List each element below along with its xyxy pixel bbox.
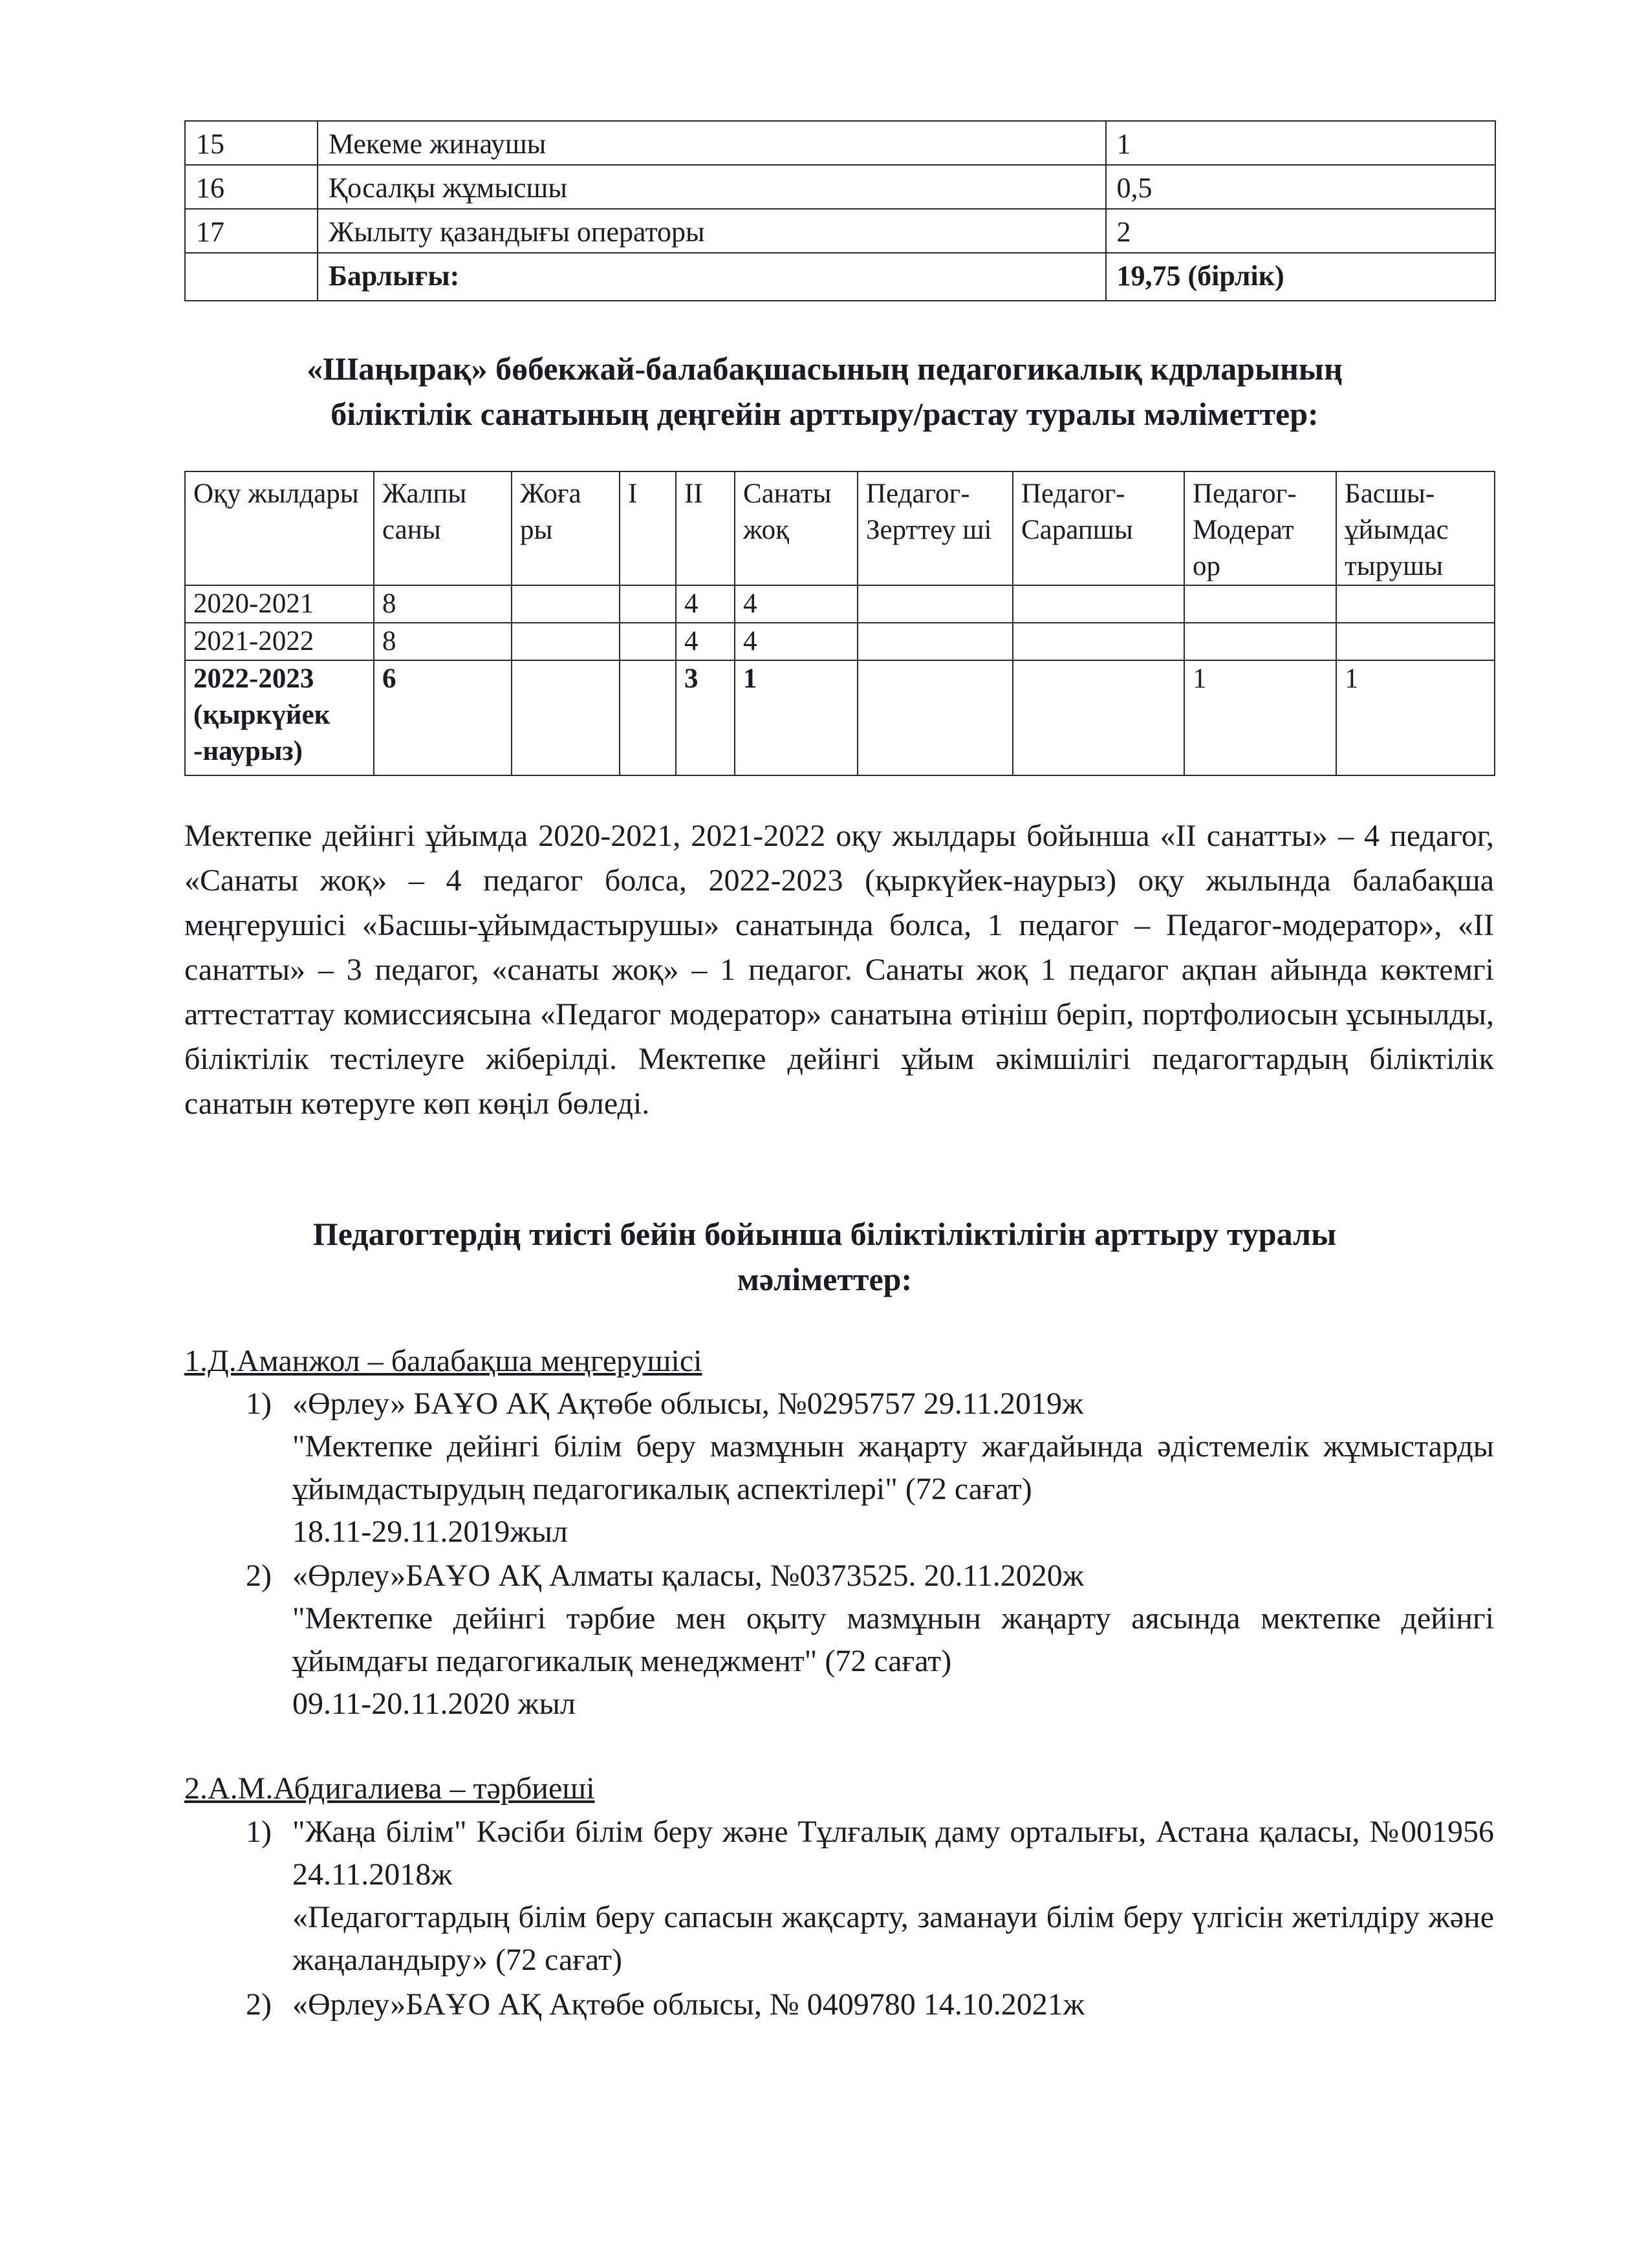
column-header: Жоға ры <box>512 471 620 585</box>
first-cell <box>620 585 676 623</box>
expert-cell <box>1013 585 1184 623</box>
person-name: 2.А.М.Абдигалиева – тәрбиеші <box>184 1771 595 1806</box>
staff-table <box>184 120 1496 301</box>
row-number: 17 <box>185 209 318 253</box>
position-name: Жылыту қазандығы операторы <box>318 209 1106 253</box>
expert-cell <box>1013 660 1184 775</box>
year-cell: 2020-2021 <box>185 585 374 623</box>
category-table <box>184 471 1495 776</box>
category-heading <box>181 346 1468 437</box>
first-cell <box>620 623 676 660</box>
first-cell <box>620 660 676 775</box>
total-cell: 8 <box>374 623 512 660</box>
expert-cell <box>1013 623 1184 660</box>
column-header: Педагог-Сарапшы <box>1013 471 1184 585</box>
item-line: «Өрлеу»БАҰО АҚ Ақтөбе облысы, № 0409780 14.10.2021ж <box>292 1987 1085 2022</box>
total-value: 19,75 (бірлік) <box>1106 253 1495 301</box>
training-item <box>246 1383 1494 1553</box>
column-header: Педагог-Модерат ор <box>1184 471 1336 585</box>
table-header-row <box>185 471 1495 585</box>
head-cell <box>1336 585 1495 623</box>
item-line: "Жаңа білім" Кәсіби білім беру және Тұлғалық даму орталығы, Астана қаласы, №001956 24.11.2018ж <box>292 1815 1494 1892</box>
heading-line: мәліметтер: <box>737 1261 913 1297</box>
table-row <box>185 660 1495 775</box>
column-header: Педагог-Зерттеу ші <box>858 471 1013 585</box>
researcher-cell <box>858 623 1013 660</box>
total-label: Барлығы: <box>318 253 1106 301</box>
second-cell: 4 <box>676 585 735 623</box>
table-row <box>185 121 1495 165</box>
total-cell: 8 <box>374 585 512 623</box>
researcher-cell <box>858 660 1013 775</box>
researcher-cell <box>858 585 1013 623</box>
item-line: «Өрлеу» БАҰО АҚ Ақтөбе облысы, №0295757 29.11.2019ж <box>292 1387 1084 1421</box>
item-number: 1) <box>246 1387 272 1421</box>
item-number: 2) <box>246 1987 272 2022</box>
category-summary-paragraph: Мектепке дейінгі ұйымда 2020-2021, 2021-2022 оқу жылдары бойынша «II санатты» – 4 педагог, «Санаты жоқ» – 4 педагог болса, 2022-2023 (қыркүйек-наурыз) оқу жылында балабақша меңгерушісі «Басшы-ұйымдастырушы» санатында болса, 1 педагог – Педагог-модератор», «II санатты» – 3 педагог, «санаты жоқ» – 1 педагог. Санаты жоқ 1 педагог ақпан айында көктемгі аттестаттау комиссиясына «Педагог модератор» санатына өтініш беріп, портфолиосын ұсынылды, біліктілік тестілеуге жіберілді. Мектепке дейінгі ұйым әкімшілігі педагогтардың біліктілік санатын көтеруге көп көңіл бөледі. <box>184 819 1494 1121</box>
higher-cell <box>512 623 620 660</box>
none-cell: 4 <box>735 585 858 623</box>
column-header: Санаты жоқ <box>735 471 858 585</box>
table-row <box>185 623 1495 660</box>
none-cell: 4 <box>735 623 858 660</box>
item-line: 09.11-20.11.2020 жыл <box>292 1687 576 1721</box>
table-row <box>185 585 1495 623</box>
head-cell: 1 <box>1336 660 1495 775</box>
head-cell <box>1336 623 1495 660</box>
item-line: 18.11-29.11.2019жыл <box>292 1515 568 1549</box>
person-name: 1.Д.Аманжол – балабақша меңгерушісі <box>184 1344 702 1378</box>
moderator-cell <box>1184 585 1336 623</box>
item-line: «Өрлеу»БАҰО АҚ Алматы қаласы, №0373525. 20.11.2020ж <box>292 1559 1084 1593</box>
year-cell: 2022-2023 (қыркүйек -наурыз) <box>185 660 374 775</box>
higher-cell <box>512 585 620 623</box>
item-line: "Мектепке дейінгі білім беру мазмұнын жаңарту жағдайында әдістемелік жұмыстарды ұйымдастырудың педагогикалық аспектілері" (72 сағат) <box>292 1429 1494 1506</box>
training-item <box>246 1983 1494 2026</box>
total-cell: 6 <box>374 660 512 775</box>
position-name: Мекеме жинаушы <box>318 121 1106 165</box>
item-line: «Педагогтардың білім беру сапасын жақсарту, заманауи білім беру үлгісін жетілдіру және жаңаландыру» (72 сағат) <box>292 1900 1494 1977</box>
column-header: II <box>676 471 735 585</box>
moderator-cell: 1 <box>1184 660 1336 775</box>
table-row <box>185 209 1495 253</box>
column-header: Жалпы саны <box>374 471 512 585</box>
column-header: Басшы-ұйымдас тырушы <box>1336 471 1495 585</box>
item-line: "Мектепке дейінгі тәрбие мен оқыту мазмұнын жаңарту аясында мектепке дейінгі ұйымдағы педагогикалық менеджмент" (72 сағат) <box>292 1601 1494 1678</box>
item-number: 1) <box>246 1815 272 1849</box>
heading-line: «Шаңырақ» бөбекжай-балабақшасының педагогикалық кдрларының <box>307 351 1343 387</box>
row-number: 15 <box>185 121 318 165</box>
row-number: 16 <box>185 165 318 209</box>
table-row <box>185 165 1495 209</box>
heading-line: біліктілік санатының деңгейін арттыру/растау туралы мәліметтер: <box>330 396 1319 432</box>
position-name: Қосалқы жұмысшы <box>318 165 1106 209</box>
training-item <box>246 1555 1494 1725</box>
training-heading <box>181 1211 1468 1302</box>
column-header: Оқу жылдары <box>185 471 374 585</box>
second-cell: 3 <box>676 660 735 775</box>
position-units: 0,5 <box>1106 165 1495 209</box>
higher-cell <box>512 660 620 775</box>
row-number <box>185 253 318 301</box>
none-cell: 1 <box>735 660 858 775</box>
heading-line: Педагогтердің тиісті бейін бойынша біліктіліктілігін арттыру туралы <box>312 1216 1337 1252</box>
total-row <box>185 253 1495 301</box>
item-number: 2) <box>246 1559 272 1593</box>
training-item <box>246 1811 1494 1982</box>
column-header: I <box>620 471 676 585</box>
year-cell: 2021-2022 <box>185 623 374 660</box>
position-units: 2 <box>1106 209 1495 253</box>
second-cell: 4 <box>676 623 735 660</box>
position-units: 1 <box>1106 121 1495 165</box>
moderator-cell <box>1184 623 1336 660</box>
